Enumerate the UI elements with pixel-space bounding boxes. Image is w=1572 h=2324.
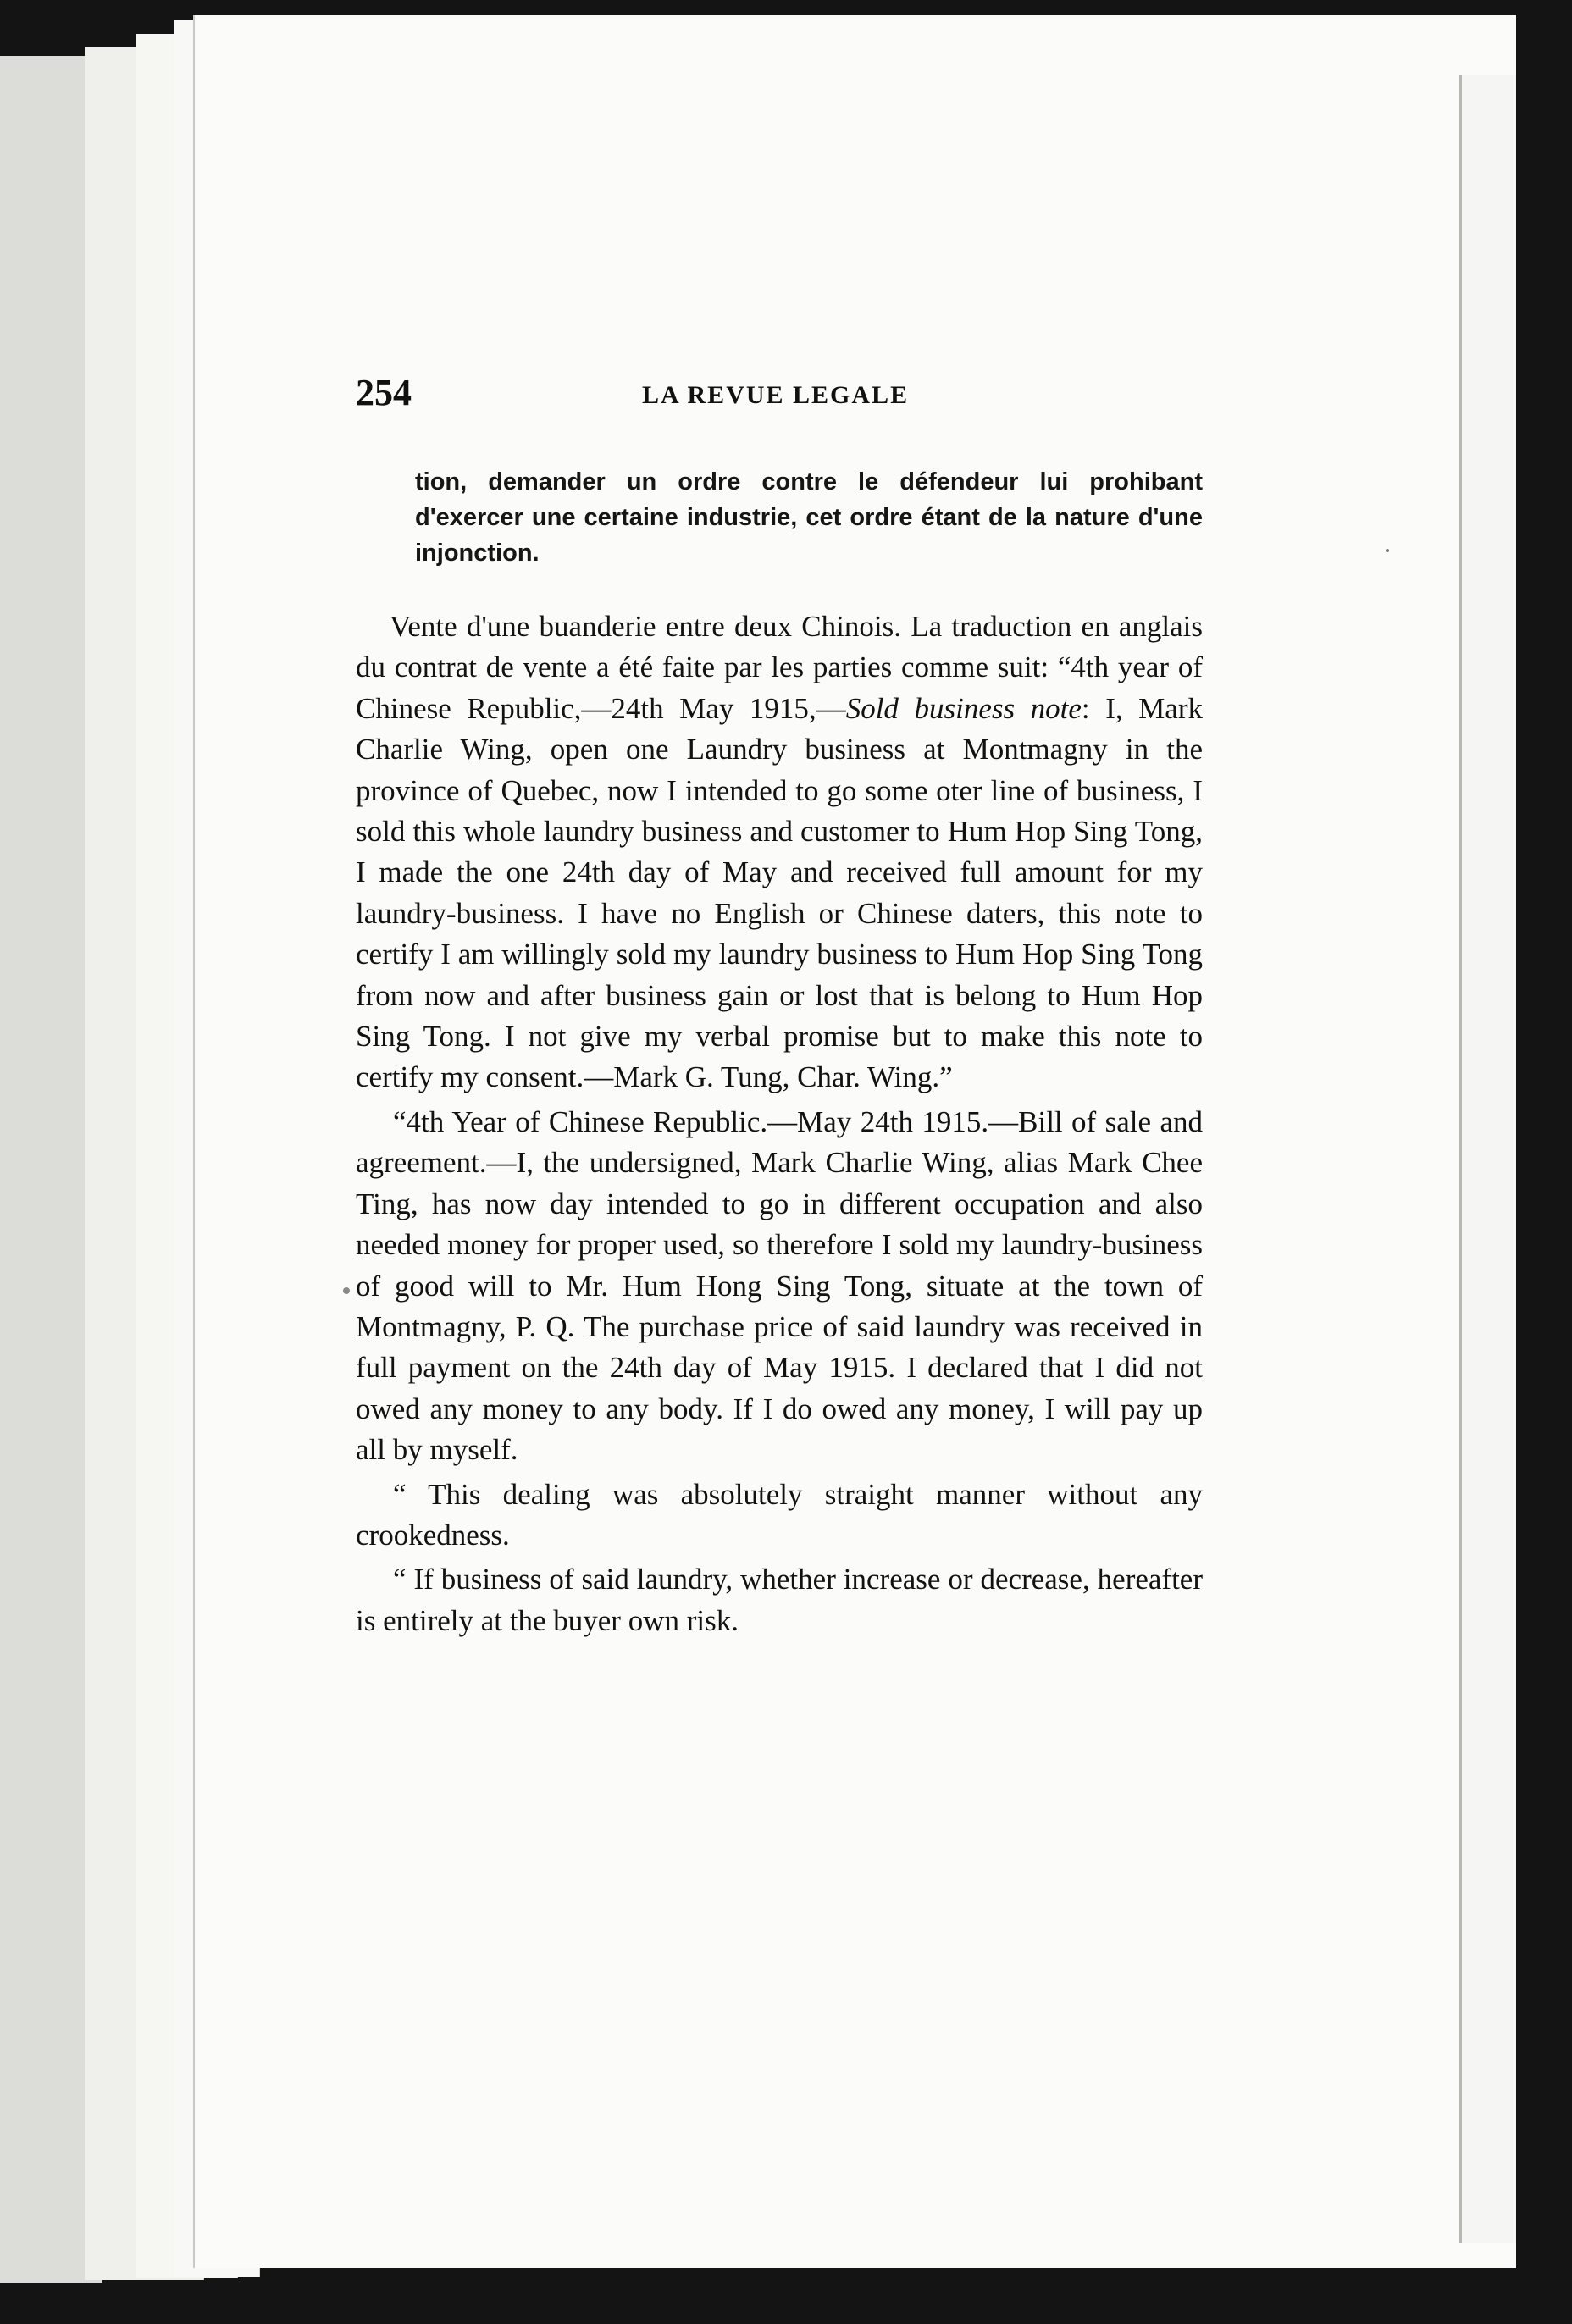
running-head	[356, 371, 1118, 430]
paragraph-dealing: “ This dealing was absolutely straight manner without any crookedness.	[356, 1477, 1203, 1552]
case-summary: tion, demander un ordre contre le défendeur lui prohibant d'exercer une certaine industrie, cet ordre étant de la nature d'une injonction.	[415, 468, 1203, 567]
paper-speck	[343, 1287, 350, 1294]
paragraph-risk: “ If business of said laundry, whether increase or decrease, hereafter is entirely at the buyer own risk.	[356, 1563, 1203, 1637]
next-page-edge	[1459, 75, 1516, 2243]
paragraph-lead: Vente d'une buanderie entre deux Chinois. La traduction en anglais du contrat de vente a été faite par les parties comme suit: “4th year of Chinese Republic,—24th May 1915,—	[356, 610, 1203, 725]
paragraph-rest: : I, Mark Charlie Wing, open one Laundry business at Montmagny in the province of Quebec, now I intended to go some oter line of business, I sold this whole laundry business and customer to Hum Hop Sing Tong, I made the one 24th day of May and received full amount for my laundry-business. I have no English or Chinese daters, this note to certify I am willingly sold my laundry business to Hum Hop Sing Tong from now and after business gain or lost that is belong to Hum Hop Sing Tong. I not give my verbal promise but to make this note to certify my consent.—Mark G. Tung, Char. Wing.”	[356, 691, 1203, 1094]
paragraph-bill-of-sale: “4th Year of Chinese Republic.—May 24th 1915.—Bill of sale and agreement.—I, the undersigned, Mark Charlie Wing, alias Mark Chee Ting, has now day intended to go in different occupation and also needed money for proper used, so therefore I sold my laundry-business of good will to Mr. Hum Hong Sing Tong, situate at the town of Montmagny, P. Q. The purchase price of said laundry was received in full payment on the 24th day of May 1915. I declared that I did not owed any money to any body. If I do owed any money, I will pay up all by myself.	[356, 1104, 1203, 1467]
paper-speck	[1386, 549, 1389, 552]
paragraph-sale-note	[356, 606, 1203, 1098]
journal-title: LA REVUE LEGALE	[642, 381, 910, 409]
italic-phrase: Sold business note	[845, 691, 1082, 725]
article-body	[356, 606, 1203, 1645]
page-number: 254	[356, 372, 412, 413]
